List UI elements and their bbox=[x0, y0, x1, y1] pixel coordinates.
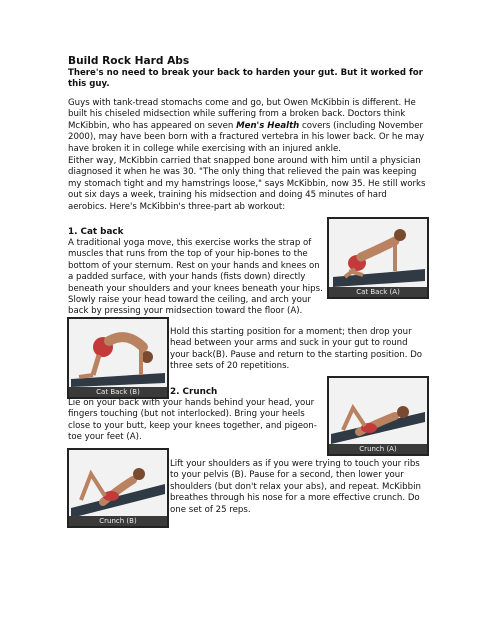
cat-back-b-figure bbox=[69, 319, 167, 397]
cat-back-hold-text: Hold this starting position for a moment; then drop your head between your arms and suck in your gut to round your back(B). Pause and return to the starting position. Do three sets of 20 repetitions. bbox=[170, 327, 423, 372]
crunch-heading: 2. Crunch bbox=[170, 387, 218, 397]
magazine-name: Men's Health bbox=[236, 120, 300, 131]
crunch-a-caption: Crunch (A) bbox=[329, 444, 427, 454]
intro-text-end: covers (including November 2000), may have been born with a fractured vertebra in his lower back. Or he may have broken it in college while exercising with an injured ankle. bbox=[68, 120, 425, 154]
crunch-text: Lie on your back with your hands behind your head, your fingers touching (but not interlocked). Bring your heels close to your butt, keep your knees together, and pigeon-toe your feet (A). bbox=[68, 398, 317, 443]
cat-back-text: A traditional yoga move, this exercise works the strap of muscles that runs from the top of your hip-bones to the bottom of your sternum. Rest on your hands and knees on a padded surface, with your hands (fists down) directly beneath your shoulders and your knees beneath your hips. Slowly raise your head toward the ceiling, and arch your back by pressing your midsection toward the floor (A). bbox=[68, 238, 323, 317]
cat-back-a-photo bbox=[327, 217, 429, 299]
second-paragraph: Either way, McKibbin carried that snapped bone around with him until a physician diagnosed it when he was 30. "The only thing that relieved the pain was keeping my stomach tight and my hamstrings loose," says McKibbin, now 35. He still works out six days a week, training his midsection and doing 45 minutes of hard aerobics. Here's McKibbin's three-part ab workout: bbox=[68, 156, 426, 212]
cat-back-b-photo bbox=[67, 317, 169, 399]
crunch-b-photo bbox=[67, 448, 169, 528]
article-title: Build Rock Hard Abs bbox=[68, 55, 190, 67]
intro-text-start: Guys with tank-tread stomachs come and go, but Owen McKibbin is different. He built his chiseled midsection while suffering from a broken back. Doctors think McKibbin, who has appeared on seven bbox=[68, 98, 416, 131]
cat-back-a-figure bbox=[329, 219, 427, 297]
crunch-b-figure bbox=[69, 450, 167, 526]
crunch-a-figure bbox=[329, 378, 427, 454]
crunch-b-caption: Crunch (B) bbox=[69, 516, 167, 526]
cat-back-b-caption: Cat Back (B) bbox=[69, 387, 167, 397]
crunch-a-photo bbox=[327, 376, 429, 456]
intro-paragraph bbox=[68, 98, 428, 155]
crunch-lift-text: Lift your shoulders as if you were trying to touch your ribs to your pelvis (B). Pause for a second, then lower your shoulders (but don't relax your abs), and repeat. McKibbin breathes through his nose for a more effective crunch. Do one set of 25 reps. bbox=[170, 459, 421, 515]
cat-back-heading: 1. Cat back bbox=[68, 227, 124, 237]
article-subtitle: There's no need to break your back to harden your gut. But it worked for this guy. bbox=[68, 68, 423, 90]
cat-back-a-caption: Cat Back (A) bbox=[329, 287, 427, 297]
